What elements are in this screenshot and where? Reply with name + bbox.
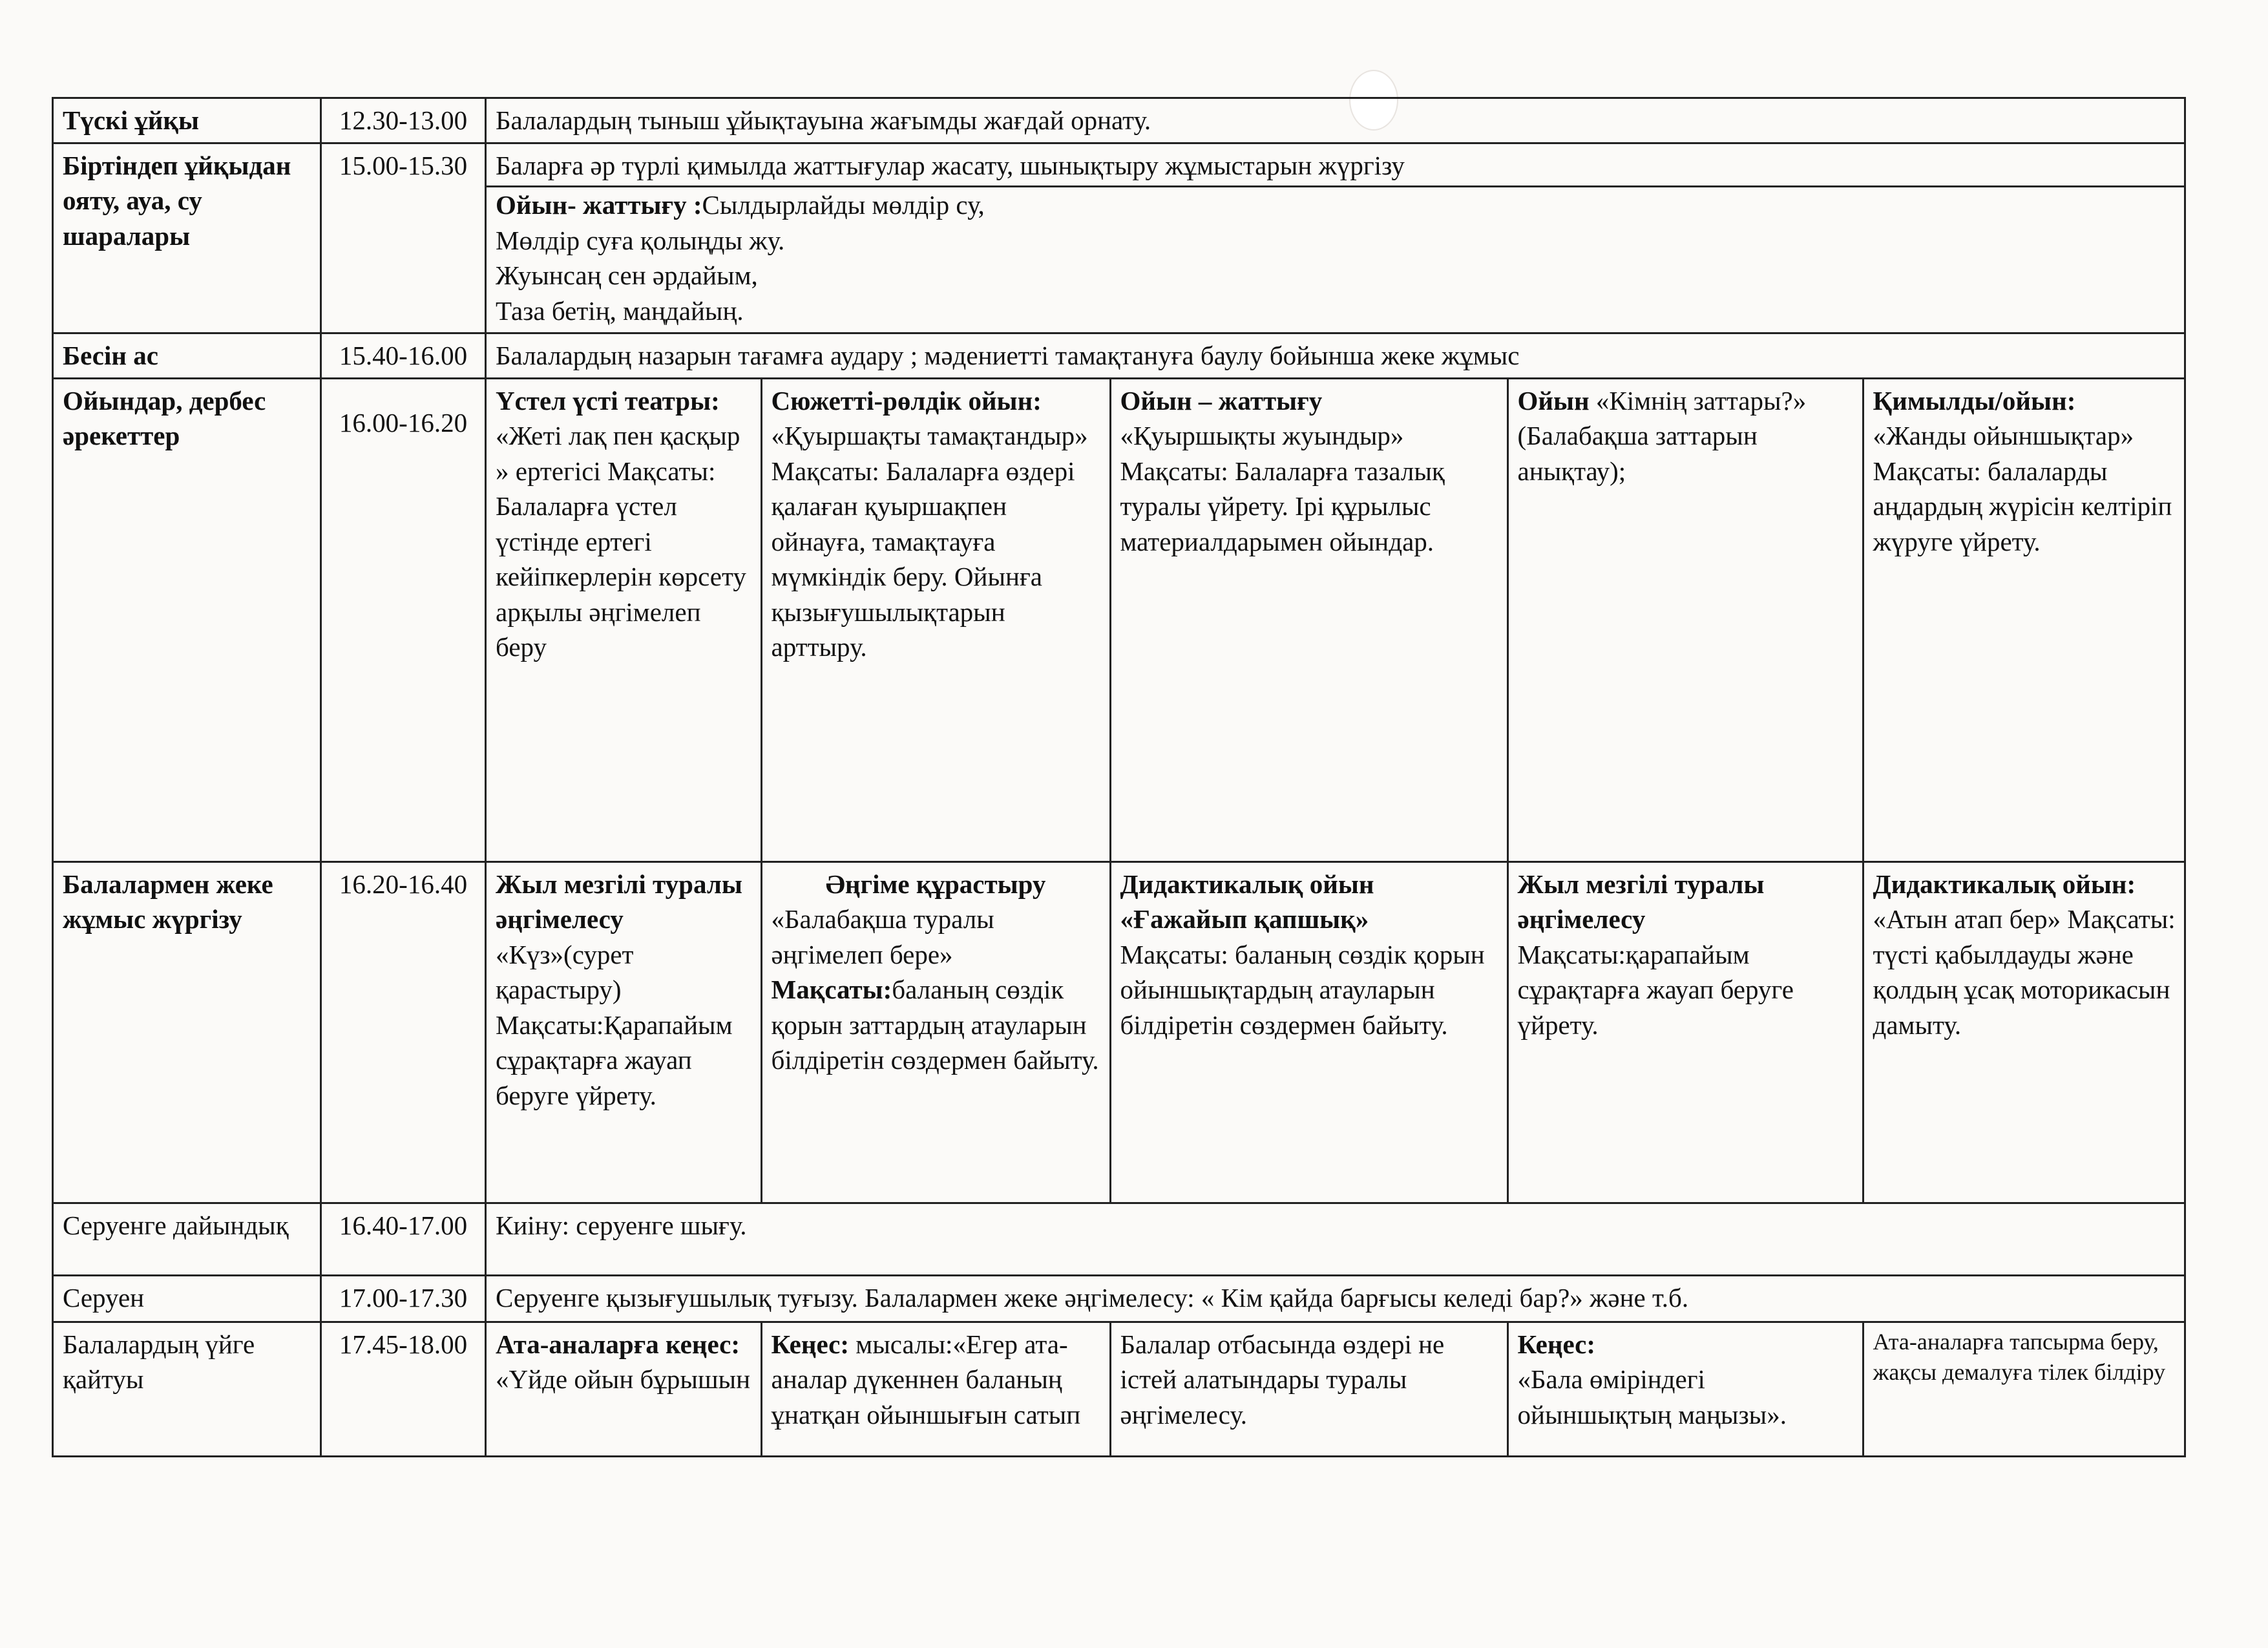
category-cell: Балалармен жеке жұмыс жүргізу <box>53 861 321 1203</box>
time-cell: 15.00-15.30 <box>321 143 486 333</box>
activity-cell <box>1863 863 2186 1202</box>
poem-line-4: Таза бетің, маңдайың. <box>496 295 744 326</box>
activity-goal-text: баланың сөздік қорын заттардың атауларын білдіретін сөздермен байыту. <box>771 975 1099 1075</box>
category-cell: Біртіндеп ұйқыдан ояту, ауа, су шаралары <box>53 143 321 333</box>
activity-title: Ата-аналарға кеңес: <box>496 1329 740 1359</box>
time-cell: 12.30-13.00 <box>321 98 486 143</box>
poem-line-2: Мөлдір суға қолыңды жу. <box>496 225 785 255</box>
activity-cell <box>487 379 761 861</box>
game-label: Ойын- жаттығу : <box>496 190 702 220</box>
activity-text: Балалар отбасында өздері не істей алатындары туралы әңгімелесу. <box>1120 1329 1445 1430</box>
activity-title: Жыл мезгілі туралы әңгімелесу <box>496 869 742 935</box>
description-text: Балалардың назарын тағамға аудару ; мәдениетті тамақтануға баулу бойынша жеке жұмыс <box>496 341 1520 371</box>
activity-title: Ойын – жаттығу <box>1120 385 1323 416</box>
activity-text: Мақсаты:қарапайым сұрақтарға жауап беруге үйрету. <box>1517 939 1794 1040</box>
poem-line-3: Жуынсаң сен әрдайым, <box>496 260 758 291</box>
row-sleep <box>53 98 2185 143</box>
activity-goal-label: Мақсаты: <box>771 975 892 1005</box>
activity-text: «Кімнің заттары?» (Балабақша заттарын анықтау); <box>1517 385 1807 486</box>
activity-title: Ойын <box>1517 385 1590 416</box>
activity-text: «Атын атап бер» Мақсаты: түсті қабылдауды және қолдың ұсақ моторикасын дамыту. <box>1873 904 2176 1040</box>
time-cell: 16.20-16.40 <box>321 861 486 1203</box>
activity-cell <box>761 1323 1110 1455</box>
activity-text: мысалы:«Егер ата-аналар дүкеннен баланың ұнатқан ойыншығын сатып <box>771 1329 1081 1430</box>
category-cell: Балалардың үйге қайтуы <box>53 1322 321 1456</box>
row-walk <box>53 1275 2185 1322</box>
activity-title: Жыл мезгілі туралы әңгімелесу <box>1517 869 1765 935</box>
row-prep <box>53 1203 2185 1275</box>
game-line <box>496 187 2175 223</box>
schedule-table <box>52 97 2186 1457</box>
activity-text: «Бала өміріндегі ойыншықтың маңызы». <box>1517 1364 1787 1430</box>
activities-table <box>487 379 2186 861</box>
activities-cell <box>486 378 2185 861</box>
activity-text: Ата-аналарға тапсырма беру, жақсы демалуға тілек білдіру <box>1873 1328 2166 1386</box>
row-individual <box>53 861 2185 1203</box>
time-cell: 16.00-16.20 <box>321 378 486 861</box>
description-cell <box>486 98 2185 143</box>
description-cell <box>486 1203 2185 1275</box>
activity-title: Кеңес: <box>1517 1329 1596 1359</box>
activity-title: Қимылды/ойын: <box>1873 385 2076 416</box>
activity-cell <box>1507 863 1863 1202</box>
activity-cell <box>1863 1323 2186 1455</box>
activity-cell <box>1863 379 2186 861</box>
activity-cell <box>487 1323 761 1455</box>
row-wake <box>53 143 2185 333</box>
activity-text: «Жеті лақ пен қасқыр » ертегісі Мақсаты: Балаларға үстел үстінде ертегі кейіпкерлерін көрсету арқылы әңгімелеп беру <box>496 421 746 662</box>
row-home <box>53 1322 2185 1456</box>
activity-cell <box>1110 863 1507 1202</box>
category-cell: Серуен <box>53 1275 321 1322</box>
time-cell: 17.45-18.00 <box>321 1322 486 1456</box>
activity-cell <box>1110 1323 1507 1455</box>
activity-title: Дидактикалық ойын: <box>1873 869 2136 899</box>
description-text: Баларға әр түрлі қимылда жаттығулар жасату, шынықтыру жұмыстарын жүргізу <box>487 148 2184 188</box>
activity-title: Сюжетті-рөлдік ойын: <box>771 385 1042 416</box>
time-cell: 16.40-17.00 <box>321 1203 486 1275</box>
category-cell: Серуенге дайындық <box>53 1203 321 1275</box>
activity-text: Мақсаты: баланың сөздік қорын ойыншықтардың атауларын білдіретін сөздермен байыту. <box>1120 939 1485 1040</box>
activity-cell <box>1110 379 1507 861</box>
description-cell <box>486 143 2185 333</box>
activity-text: «Балабақша туралы әңгімелеп бере» <box>771 904 994 969</box>
activity-cell <box>1507 379 1863 861</box>
category-cell: Бесін ас <box>53 333 321 379</box>
time-cell: 17.00-17.30 <box>321 1275 486 1322</box>
activities-table <box>487 863 2186 1202</box>
description-cell <box>486 333 2185 379</box>
row-games <box>53 378 2185 861</box>
activity-title: Үстел үсті театры: <box>496 385 720 416</box>
description-text: Киіну: серуенге шығу. <box>496 1210 747 1240</box>
activity-text: «Жанды ойыншықтар» Мақсаты: балаларды аңдардың жүрісін келтіріп жүруге үйрету. <box>1873 421 2172 556</box>
description-cell <box>486 1275 2185 1322</box>
activities-cell <box>486 1322 2185 1456</box>
activity-title: Дидактикалық ойын «Ғажайып қапшық» <box>1120 869 1374 935</box>
description-text: Серуенге қызығушылық туғызу. Балалармен жеке әңгімелесу: « Кім қайда барғысы келеді бар?» және т.б. <box>496 1282 1689 1313</box>
activity-title: Әңгіме құрастыру <box>825 869 1046 899</box>
category-cell: Ойындар, дербес әрекеттер <box>53 378 321 861</box>
time-cell: 15.40-16.00 <box>321 333 486 379</box>
activity-text: «Үйде ойын бұрышын <box>496 1364 751 1395</box>
activity-cell <box>1507 1323 1863 1455</box>
activity-text: «Қуыршақты тамақтандыр» Мақсаты: Балаларға өздері қалаған қуыршақпен ойнауға, тамақтауға мүмкіндік беру. Ойынға қызығушылықтарын арттыру. <box>771 421 1088 662</box>
activity-cell <box>761 863 1110 1202</box>
description-text: Балалардың тыныш ұйықтауына жағымды жағдай орнату. <box>496 105 1151 135</box>
activity-cell <box>487 863 761 1202</box>
activity-title: Кеңес: <box>771 1329 850 1359</box>
activity-cell <box>761 379 1110 861</box>
poem-line-1: Сылдырлайды мөлдір су, <box>702 190 985 220</box>
row-snack <box>53 333 2185 379</box>
activity-text: «Күз»(сурет қарастыру) Мақсаты:Қарапайым сұрақтарға жауап беруге үйрету. <box>496 939 733 1110</box>
activity-text: «Қуыршықты жуындыр» Мақсаты: Балаларға тазалық туралы үйрету. Ірі құрылыс материалдарымен ойындар. <box>1120 421 1445 556</box>
activities-table <box>487 1323 2186 1455</box>
category-cell: Түскі ұйқы <box>53 98 321 143</box>
activities-cell <box>486 861 2185 1203</box>
